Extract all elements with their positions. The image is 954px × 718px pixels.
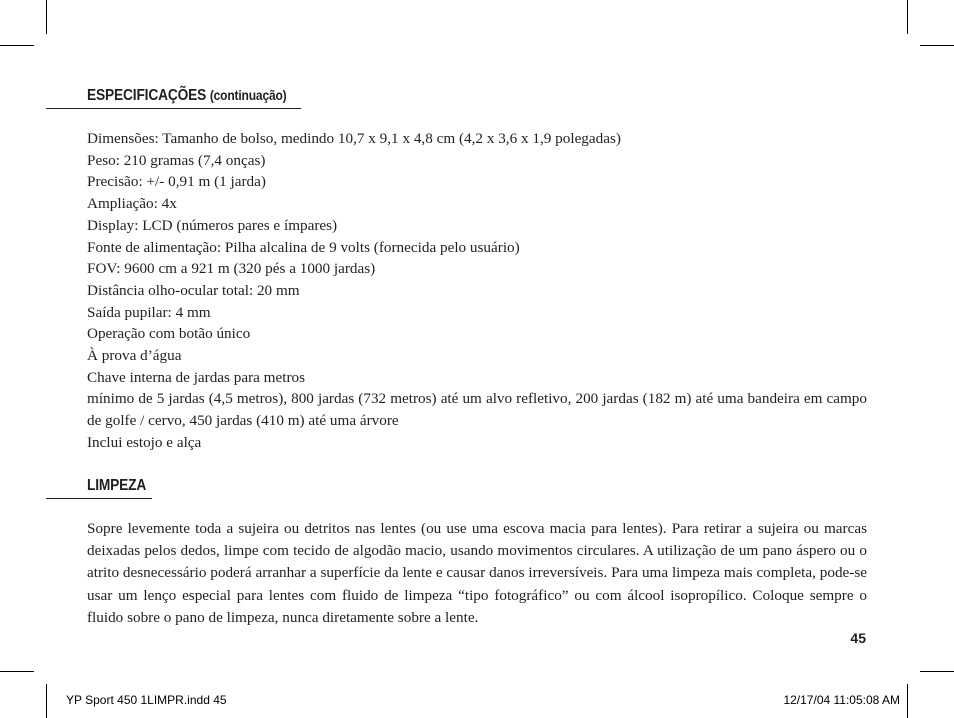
specs-heading xyxy=(87,87,287,105)
specs-list xyxy=(87,128,867,454)
cleaning-heading-rule xyxy=(46,498,152,499)
crop-mark-top-right-vertical xyxy=(907,0,908,34)
crop-mark-bottom-right-horizontal xyxy=(920,671,954,672)
slug-filename: YP Sport 450 1LIMPR.indd 45 xyxy=(66,693,227,707)
spec-eye-relief: Distância olho-ocular total: 20 mm xyxy=(87,281,300,299)
crop-mark-top-left-vertical xyxy=(46,0,47,34)
specs-heading-main: ESPECIFICAÇÕES xyxy=(87,87,207,104)
spec-case-strap: Inclui estojo e alça xyxy=(87,433,202,451)
crop-mark-bottom-left-horizontal xyxy=(0,671,34,672)
specs-heading-rule xyxy=(46,108,301,109)
crop-mark-top-right-horizontal xyxy=(920,45,954,46)
specs-heading-sub: (continuação) xyxy=(209,87,287,103)
crop-mark-bottom-left-vertical xyxy=(46,684,47,718)
cleaning-heading: LIMPEZA xyxy=(87,477,147,494)
spec-fov: FOV: 9600 cm a 921 m (320 pés a 1000 jardas) xyxy=(87,260,376,278)
slug-timestamp: 12/17/04 11:05:08 AM xyxy=(783,693,900,707)
spec-range: mínimo de 5 jardas (4,5 metros), 800 jardas (732 metros) até um alvo refletivo, 200 jardas (182 m) até uma bandeira em campo de golfe / cervo, 450 jardas (410 m) até uma árvore xyxy=(87,390,867,430)
spec-power-source: Fonte de alimentação: Pilha alcalina de 9 volts (fornecida pelo usuário) xyxy=(87,238,520,256)
spec-waterproof: À prova d’água xyxy=(87,347,182,365)
spec-yard-meter-switch: Chave interna de jardas para metros xyxy=(87,368,306,386)
spec-single-button: Operação com botão único xyxy=(87,325,251,343)
cleaning-paragraph: Sopre levemente toda a sujeira ou detritos nas lentes (ou use uma escova macia para lentes). Para retirar a sujeira ou marcas deixadas pelos dedos, limpe com tecido de algodão macio, usando movimentos circulares. A utilização de um pano áspero ou o atrito desnecessário poderá arranhar a superfície da lente e causar danos irreversíveis. Para uma limpeza mais completa, pode-se usar um lenço especial para lentes com fluido de limpeza “tipo fotográfico” ou com álcool isopropílico. Coloque sempre o fluido sobre o pano de limpeza, nunca diretamente sobre a lente. xyxy=(87,520,867,626)
spec-accuracy: Precisão: +/- 0,91 m (1 jarda) xyxy=(87,173,266,191)
spec-dimensions: Dimensões: Tamanho de bolso, medindo 10,7 x 9,1 x 4,8 cm (4,2 x 3,6 x 1,9 polegadas) xyxy=(87,130,621,147)
page-number: 45 xyxy=(850,630,866,646)
spec-magnification: Ampliação: 4x xyxy=(87,195,177,213)
spec-exit-pupil: Saída pupilar: 4 mm xyxy=(87,303,211,321)
crop-mark-top-left-horizontal xyxy=(0,45,34,46)
spec-display: Display: LCD (números pares e ímpares) xyxy=(87,216,338,234)
spec-weight: Peso: 210 gramas (7,4 onças) xyxy=(87,151,266,169)
crop-mark-bottom-right-vertical xyxy=(907,684,908,718)
